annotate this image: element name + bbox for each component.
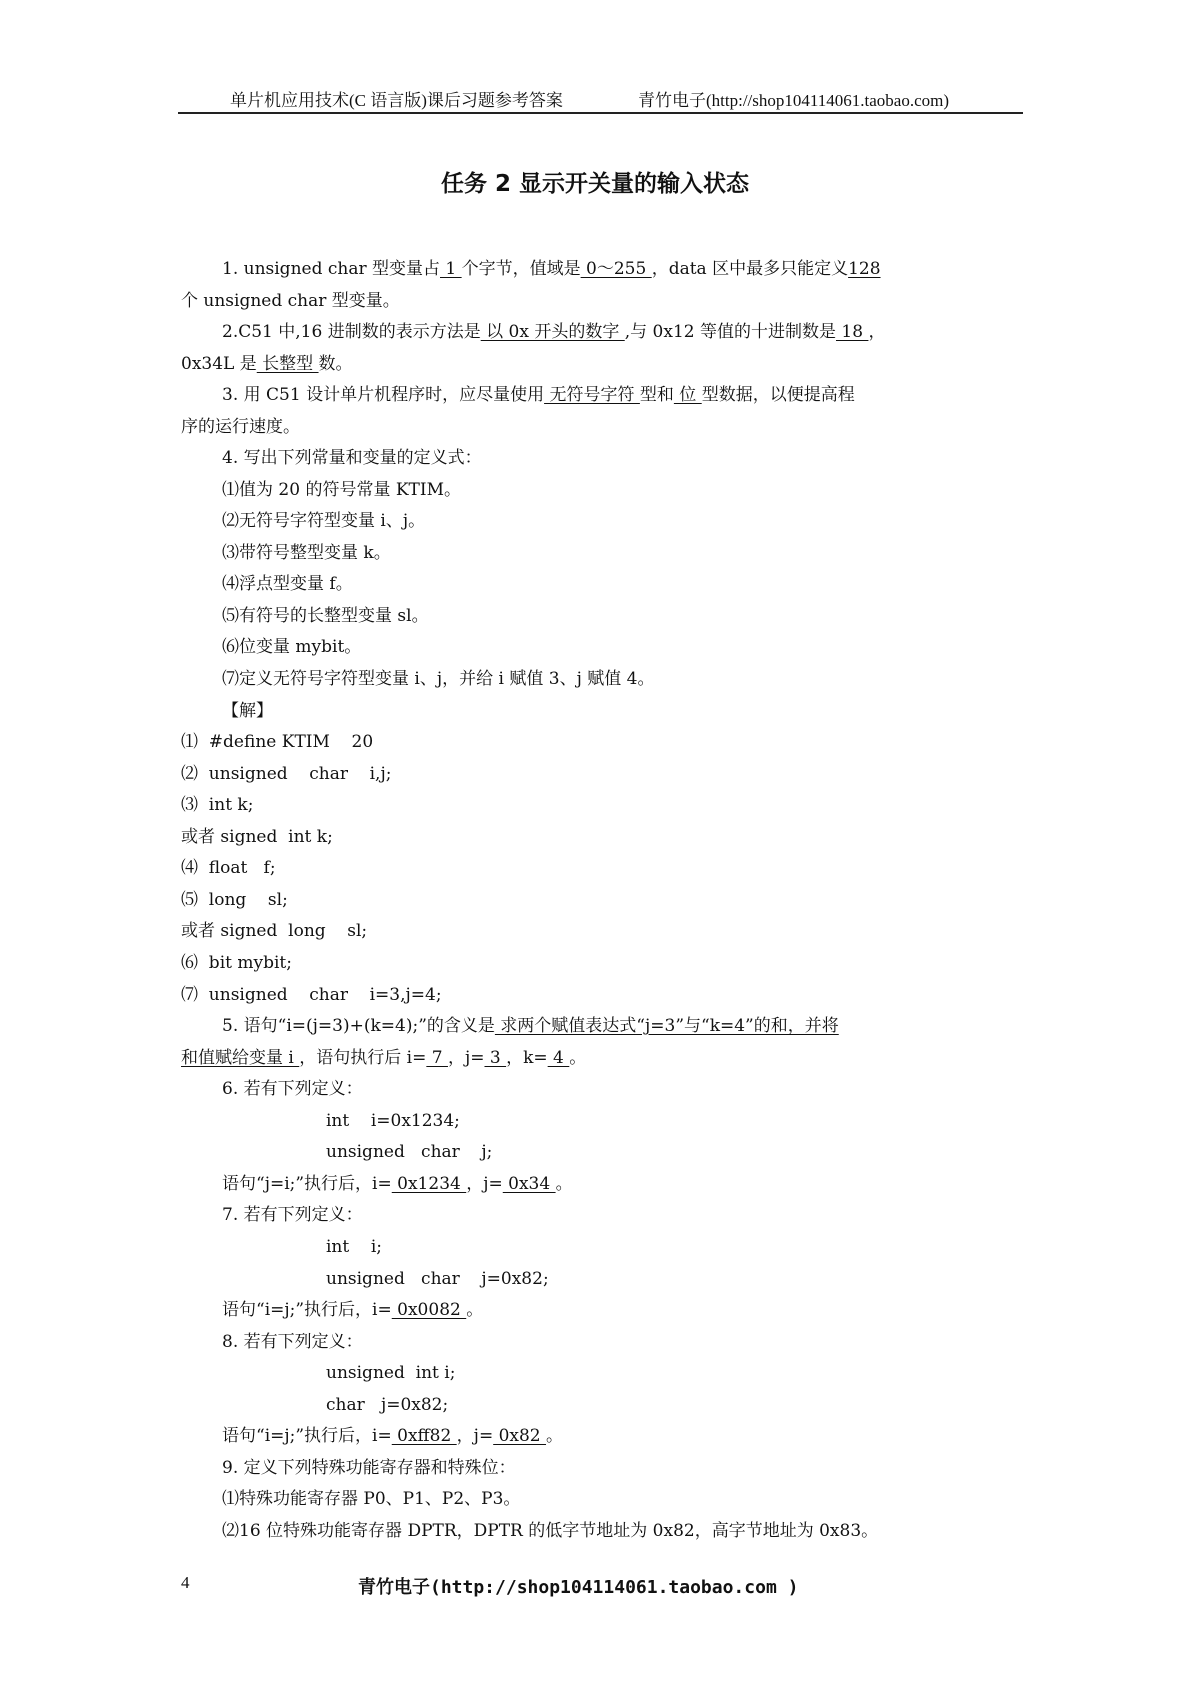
- q5-blank-k: 4: [547, 1048, 570, 1068]
- q3-line1: 3. 用 C51 设计单片机程序时，应尽量使用 无符号字符 型和 位 型数据，以便提高程: [222, 385, 855, 405]
- running-header: [178, 86, 1023, 114]
- q4-item: ⑶带符号整型变量 k。: [222, 543, 391, 563]
- q8-answer: 语句“i=j;”执行后，i= 0xff82 ，j= 0x82 。: [222, 1426, 564, 1446]
- q8-blank-j: 0x82: [493, 1426, 547, 1446]
- q4-item: ⑵无符号字符型变量 i、j。: [222, 511, 426, 531]
- q7-answer: 语句“i=j;”执行后，i= 0x0082 。: [222, 1300, 484, 1320]
- q9-title: 9. 定义下列特殊功能寄存器和特殊位：: [222, 1458, 516, 1478]
- header-shop: 青竹电子(http://shop104114061.taobao.com): [638, 91, 950, 110]
- q4-answer: ⑺ unsigned char i=3,j=4;: [181, 985, 442, 1005]
- q2-blank-hex: 以 0x 开头的数字: [480, 322, 625, 342]
- q4-answer: ⑸ long sl;: [181, 890, 288, 910]
- q5-line2: 和值赋给变量 i ，语句执行后 i= 7 ，j= 3 ，k= 4 。: [181, 1048, 587, 1068]
- q2-line1: 2.C51 中,16 进制数的表示方法是 以 0x 开头的数字 ,与 0x12 等值的十进制数是 18 ，: [222, 322, 886, 342]
- q6-code: unsigned char j;: [326, 1142, 493, 1162]
- q1-line2: 个 unsigned char 型变量。: [181, 291, 400, 311]
- footer-shop: 青竹电子(http://shop104114061.taobao.com ): [358, 1577, 799, 1598]
- q2-blank-type: 长整型: [256, 354, 319, 374]
- q4-item: ⑹位变量 mybit。: [222, 637, 362, 657]
- q4-answer: 或者 signed int k;: [181, 827, 333, 847]
- q5-blank-meaning: 求两个赋值表达式“j=3”与“k=4”的和，并将: [494, 1016, 839, 1036]
- q2-blank-decimal: 18: [835, 322, 869, 342]
- q1-line1: 1. unsigned char 型变量占 1 个字节，值域是 0～255 ，data 区中最多只能定义128: [222, 259, 881, 279]
- q8-blank-i: 0xff82: [391, 1426, 457, 1446]
- q4-item: ⑸有符号的长整型变量 sl。: [222, 606, 429, 626]
- q4-answer: 或者 signed long sl;: [181, 921, 368, 941]
- q6-blank-i: 0x1234: [391, 1174, 467, 1194]
- q6-blank-j: 0x34: [502, 1174, 556, 1194]
- q7-code: unsigned char j=0x82;: [326, 1269, 549, 1289]
- q3-blank-type1: 无符号字符: [544, 385, 640, 405]
- q8-code: char j=0x82;: [326, 1395, 449, 1415]
- q9-item: ⑵16 位特殊功能寄存器 DPTR，DPTR 的低字节地址为 0x82，高字节地址为 0x83。: [222, 1521, 879, 1541]
- q4-title: 4. 写出下列常量和变量的定义式：: [222, 448, 482, 468]
- q4-answer: ⑴ #define KTIM 20: [181, 732, 374, 752]
- q5-blank-meaning-cont: 和值赋给变量 i: [181, 1048, 300, 1068]
- q4-answer: ⑵ unsigned char i,j;: [181, 764, 392, 784]
- q8-title: 8. 若有下列定义：: [222, 1332, 363, 1352]
- q1-blank-range: 0～255: [580, 259, 652, 279]
- q7-code: int i;: [326, 1237, 382, 1257]
- q6-answer: 语句“j=i;”执行后，i= 0x1234 ，j= 0x34 。: [222, 1174, 573, 1194]
- q5-blank-j: 3: [484, 1048, 507, 1068]
- q4-item: ⑺定义无符号字符型变量 i、j，并给 i 赋值 3、j 赋值 4。: [222, 669, 655, 689]
- q1-blank-count: 128: [848, 259, 881, 279]
- q5-line1: 5. 语句“i=(j=3)+(k=4);”的含义是 求两个赋值表达式“j=3”与“k=4”的和，并将: [222, 1016, 839, 1036]
- q7-blank-i: 0x0082: [391, 1300, 467, 1320]
- page-number: 4: [181, 1573, 190, 1592]
- q4-item: ⑷浮点型变量 f。: [222, 574, 353, 594]
- q4-item: ⑴值为 20 的符号常量 KTIM。: [222, 480, 462, 500]
- q9-item: ⑴特殊功能寄存器 P0、P1、P2、P3。: [222, 1489, 521, 1509]
- q7-title: 7. 若有下列定义：: [222, 1205, 363, 1225]
- q1-blank-bytes: 1: [440, 259, 462, 279]
- solution-label: 【解】: [222, 701, 273, 721]
- q5-blank-i: 7: [426, 1048, 448, 1068]
- page-title: 任务 2 显示开关量的输入状态: [440, 171, 750, 197]
- q8-code: unsigned int i;: [326, 1363, 456, 1383]
- q6-title: 6. 若有下列定义：: [222, 1079, 363, 1099]
- q4-answer: ⑹ bit mybit;: [181, 953, 292, 973]
- q6-code: int i=0x1234;: [326, 1111, 460, 1131]
- q3-blank-type2: 位: [673, 385, 702, 405]
- q4-answer: ⑶ int k;: [181, 795, 254, 815]
- q2-line2: 0x34L 是 长整型 数。: [181, 354, 353, 374]
- header-book-title: 单片机应用技术(C 语言版)课后习题参考答案: [230, 91, 563, 110]
- q4-answer: ⑷ float f;: [181, 858, 276, 878]
- q3-line2: 序的运行速度。: [181, 417, 300, 437]
